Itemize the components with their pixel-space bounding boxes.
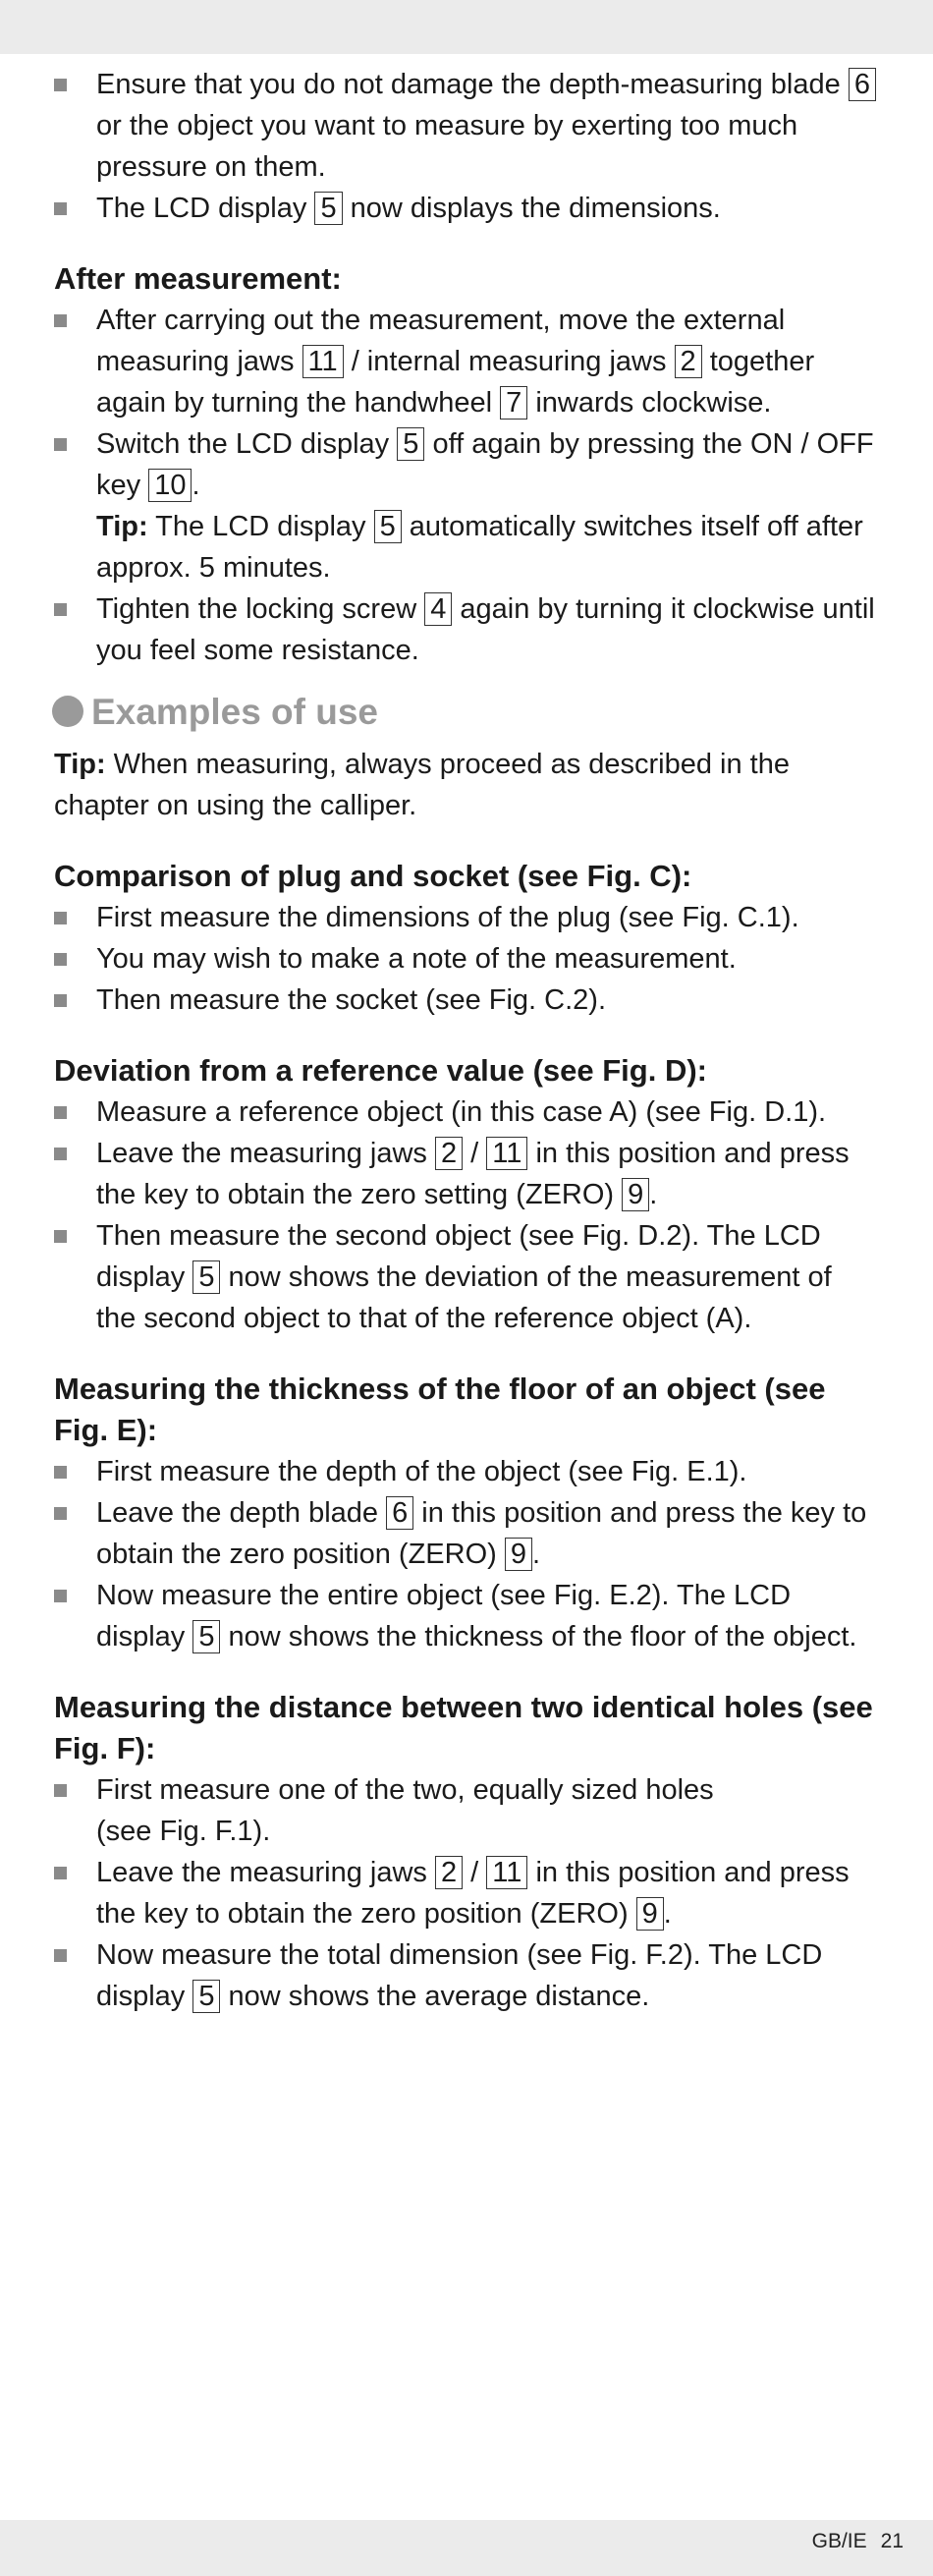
page-number: 21 [880,2530,904,2552]
page-footer [798,2530,904,2553]
section-heading: Measuring the distance between two identical holes (see Fig. F): [54,1690,873,1765]
ref-box: 9 [622,1178,649,1211]
ref-box: 2 [435,1856,463,1889]
ref-box: 5 [192,1980,220,2013]
section-heading: Comparison of plug and socket (see Fig. C): [54,859,692,893]
list-item: Then measure the second object (see Fig. D.2). The LCD display 5 now shows the deviation of the measurement of the second object to that of the reference object (A). [54,1215,879,1339]
list-item: Leave the measuring jaws 2 / 11 in this position and press the key to obtain the zero position (ZERO) 9 . [54,1852,879,1934]
ref-box: 9 [636,1897,664,1931]
ref-box: 6 [386,1496,413,1530]
ref-box: 9 [505,1538,532,1571]
region-code: GB/IE [811,2530,867,2552]
tip-label: Tip: [96,511,148,542]
after-list [54,300,879,671]
section-heading: Deviation from a reference value (see Fig. D): [54,1053,707,1088]
tip-paragraph: Tip: When measuring, always proceed as described in the chapter on using the calliper. [54,749,790,821]
list-item: Leave the measuring jaws 2 / 11 in this position and press the key to obtain the zero setting (ZERO) 9 . [54,1133,879,1215]
ref-box: 11 [486,1137,527,1170]
c-list [54,897,879,1021]
list-item: First measure one of the two, equally sized holes (see Fig. F.1). [54,1769,879,1852]
list-item: Tighten the locking screw 4 again by turning it clockwise until you feel some resistance. [54,588,879,671]
list-item: Switch the LCD display 5 off again by pressing the ON / OFF key 10 . Tip: The LCD display 5 automatically switches itself off after approx. 5 minutes. [54,423,879,588]
list-item: After carrying out the measurement, move the external measuring jaws 11 / internal measuring jaws 2 together again by turning the handwheel 7 inwards clockwise. [54,300,879,423]
ref-box: 2 [435,1137,463,1170]
top-bar [0,0,933,54]
tip-label: Tip: [54,749,106,780]
ref-box: 5 [192,1620,220,1653]
page-content [54,64,879,2017]
ref-box: 7 [500,386,527,420]
list-item: Now measure the total dimension (see Fig. F.2). The LCD display 5 now shows the average distance. [54,1934,879,2017]
ref-box: 10 [148,469,192,502]
ref-box: 2 [675,345,702,378]
d-list [54,1092,879,1339]
section-heading: Measuring the thickness of the floor of an object (see Fig. E): [54,1372,826,1447]
ref-box: 5 [314,192,342,225]
e-list [54,1451,879,1657]
list-item: Measure a reference object (in this case A) (see Fig. D.1). [54,1092,879,1133]
ref-box: 5 [192,1260,220,1294]
ref-box: 4 [424,592,452,626]
list-item: Ensure that you do not damage the depth-measuring blade 6 or the object you want to measure by exerting too much pressure on them. [54,64,879,188]
f-list [54,1769,879,2017]
ref-box: 11 [302,345,344,378]
ref-box: 6 [849,68,876,101]
chapter-heading: Examples of use [52,689,879,736]
list-item: You may wish to make a note of the measurement. [54,938,879,980]
footer-bar [0,2520,933,2576]
list-item: The LCD display 5 now displays the dimensions. [54,188,879,229]
bullet-dot-icon [52,696,83,727]
section-heading: After measurement: [54,261,342,296]
ref-box: 5 [397,427,424,461]
intro-list [54,64,879,229]
list-item: First measure the depth of the object (see Fig. E.1). [54,1451,879,1492]
list-item: First measure the dimensions of the plug (see Fig. C.1). [54,897,879,938]
list-item: Leave the depth blade 6 in this position and press the key to obtain the zero position (ZERO) 9 . [54,1492,879,1575]
ref-box: 5 [374,510,402,543]
list-item: Then measure the socket (see Fig. C.2). [54,980,879,1021]
ref-box: 11 [486,1856,527,1889]
list-item: Now measure the entire object (see Fig. E.2). The LCD display 5 now shows the thickness of the floor of the object. [54,1575,879,1657]
